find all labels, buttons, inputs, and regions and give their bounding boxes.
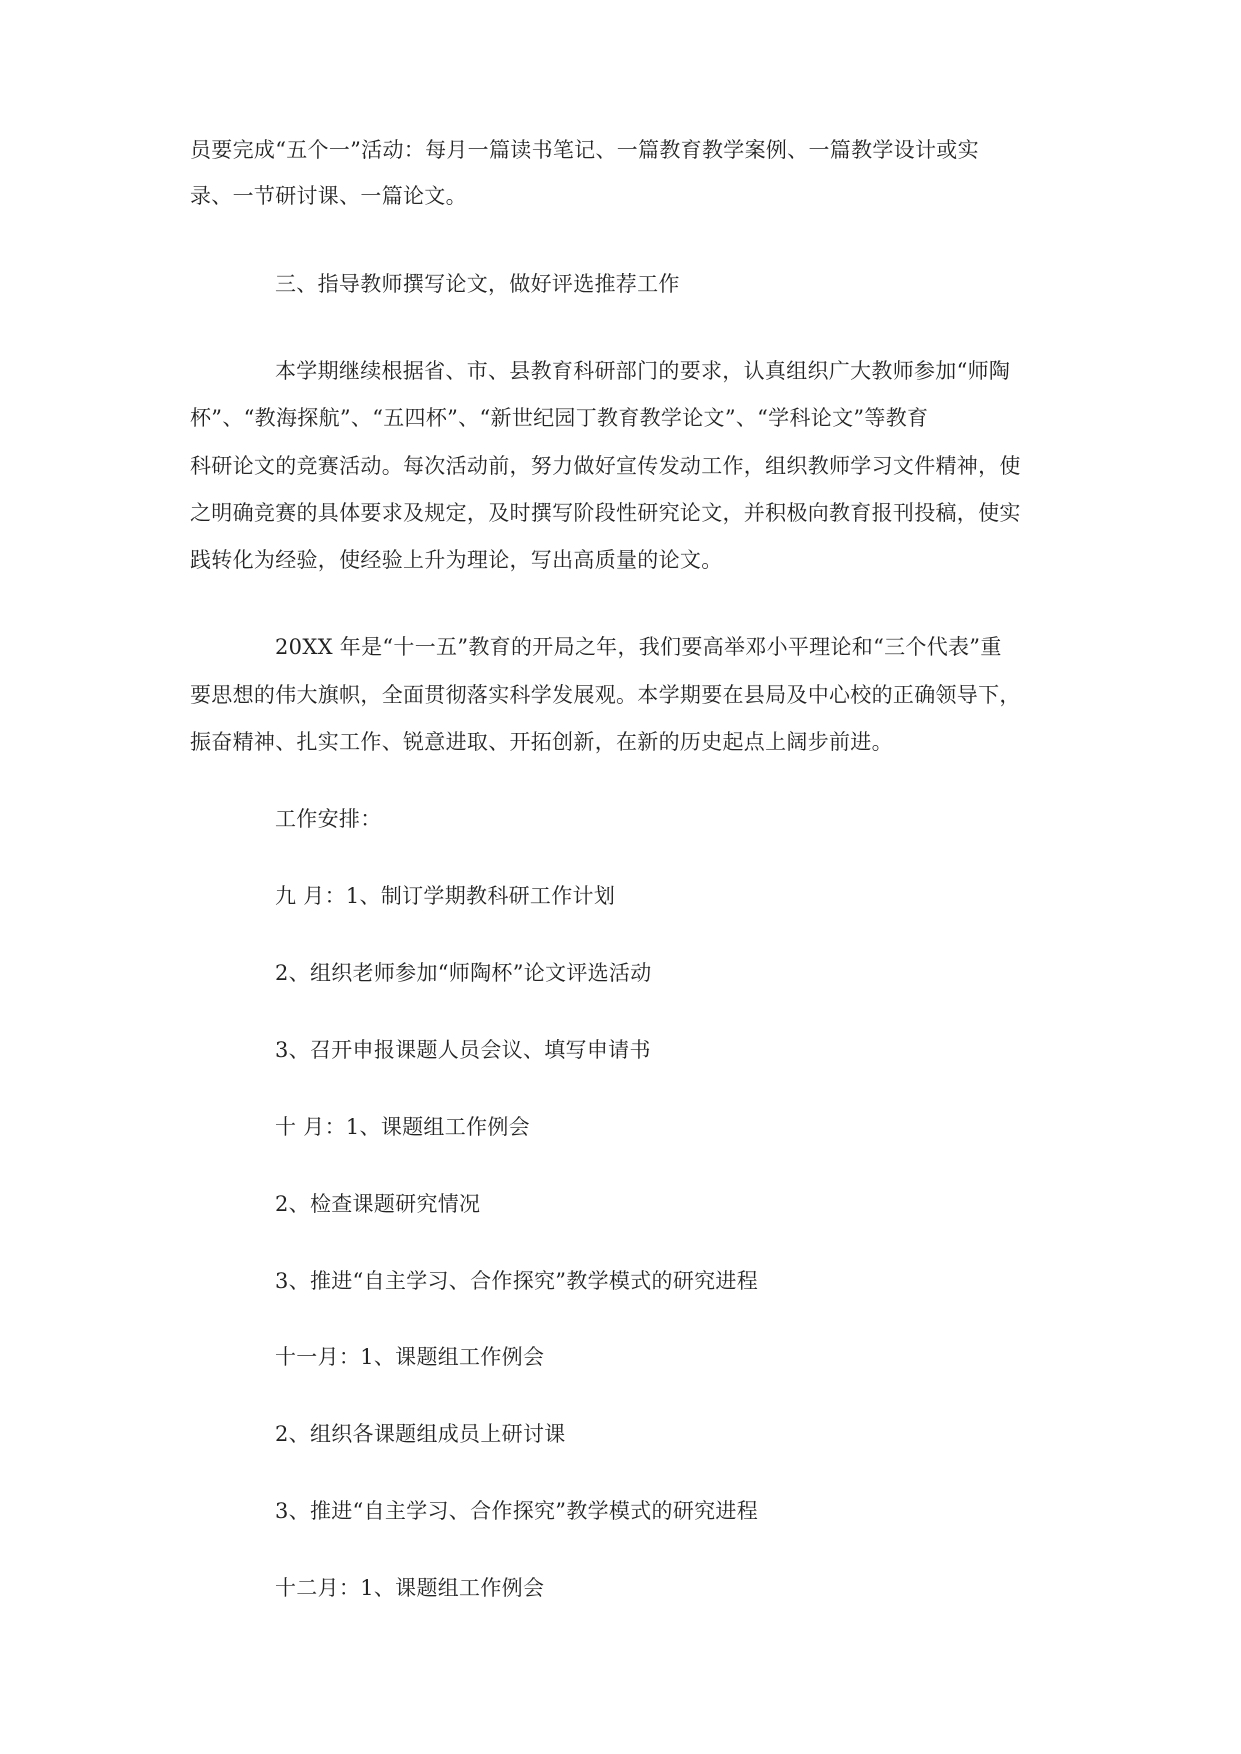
schedule-heading: 工作安排： (275, 807, 382, 831)
paragraph-line: 振奋精神、扎实工作、锐意进取、开拓创新，在新的历史起点上阔步前进。 (190, 730, 893, 754)
schedule-item: 十二月：1、课题组工作例会 (275, 1576, 545, 1600)
schedule-item: 2、检查课题研究情况 (275, 1192, 481, 1216)
paragraph-line: 录、一节研讨课、一篇论文。 (190, 184, 467, 208)
schedule-item: 3、召开申报课题人员会议、填写申请书 (275, 1038, 651, 1062)
schedule-item: 3、推进“自主学习、合作探究”教学模式的研究进程 (275, 1269, 759, 1293)
paragraph-line: 要思想的伟大旗帜，全面贯彻落实科学发展观。本学期要在县局及中心校的正确领导下， (190, 683, 1021, 707)
schedule-item: 十 月：1、课题组工作例会 (275, 1115, 530, 1139)
schedule-item: 2、组织各课题组成员上研讨课 (275, 1422, 566, 1446)
paragraph-line: 20XX 年是“十一五”教育的开局之年，我们要高举邓小平理论和“三个代表”重 (275, 635, 1002, 659)
paragraph-line: 践转化为经验，使经验上升为理论，写出高质量的论文。 (190, 548, 723, 572)
paragraph-line: 杯”、“教海探航”、“五四杯”、“新世纪园丁教育教学论文”、“学科论文”等教育 (190, 406, 929, 430)
paragraph-line: 本学期继续根据省、市、县教育科研部门的要求，认真组织广大教师参加“师陶 (275, 359, 1011, 383)
paragraph-line: 之明确竞赛的具体要求及规定，及时撰写阶段性研究论文，并积极向教育报刊投稿，使实 (190, 501, 1021, 525)
schedule-item: 十一月：1、课题组工作例会 (275, 1345, 545, 1369)
schedule-item: 九 月：1、制订学期教科研工作计划 (275, 884, 616, 908)
section-heading: 三、指导教师撰写论文，做好评选推荐工作 (275, 272, 680, 296)
paragraph-line: 科研论文的竞赛活动。每次活动前，努力做好宣传发动工作，组织教师学习文件精神，使 (190, 454, 1021, 478)
schedule-item: 3、推进“自主学习、合作探究”教学模式的研究进程 (275, 1499, 759, 1523)
paragraph-line: 员要完成“五个一”活动：每月一篇读书笔记、一篇教育教学案例、一篇教学设计或实 (190, 138, 979, 162)
schedule-item: 2、组织老师参加“师陶杯”论文评选活动 (275, 961, 652, 985)
